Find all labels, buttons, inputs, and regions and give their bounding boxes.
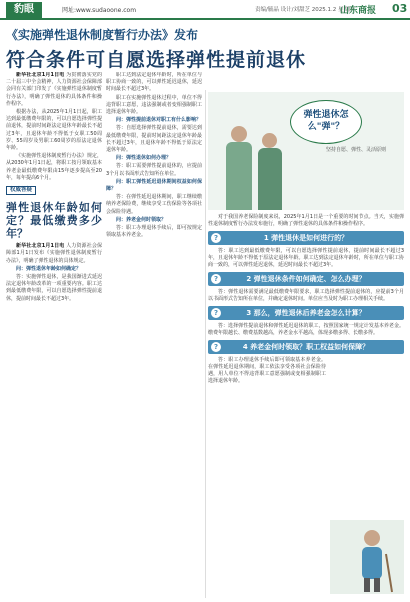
para: 答：自愿选择弹性提前退休，需要达到最低缴费年限，提前时间距法定退休年龄最长不超过3年，且退休年龄不得低于原法定退休年龄。 xyxy=(106,125,202,154)
question-icon: ? xyxy=(211,233,221,243)
editor-meta: 责编/毓晶 设计/刘甜芝 2025.1.2 星期四 xyxy=(255,7,355,13)
answer-para: 答：职工办理退休手续后即可领取基本养老金。在弹性延迟退休期间，职工依法享受各项社会保险待遇，用人单位不得违背职工意愿强制或变相强制职工选择退休年龄。 xyxy=(208,357,326,384)
question-bar xyxy=(208,306,404,320)
column-divider xyxy=(205,90,206,598)
byline: 新华社北京1月1日电 xyxy=(16,243,65,250)
page-number: 03 xyxy=(392,2,408,15)
site-url: 网址:www.sudaoone.com xyxy=(62,7,137,14)
para: 职工在实施弹性退休过程中，单位不得违背职工意愿，违法强制或者变相强制职工选择退休年龄。 xyxy=(106,94,202,116)
para: 根据办法，从2025年1月1日起，职工达到最低缴费年限的，可以自愿选择弹性提前退休，提前时间距法定退休年龄最长不超过3年，且退休年龄不得低于女职工50周岁、55周岁及男职工60周岁的原法定退休年龄。 xyxy=(6,109,102,152)
section-logo: 豹眼 xyxy=(6,2,42,18)
para: 答：实施弹性退休，是我国渐进式延迟法定退休年龄改革的一项重要内容。职工达到最低缴费年限，可以自愿选择弹性提前退休，提前时间最长不超过3年。 xyxy=(6,274,102,302)
person-figure-icon xyxy=(258,148,282,210)
para: 答：职工办理退休手续后，即可按规定领取基本养老金。 xyxy=(106,225,202,239)
headline-pre: 《实施弹性退休制度暂行办法》发布 xyxy=(6,28,199,42)
question: 问：养老金何时领取？ xyxy=(116,216,167,223)
newspaper-name: 山东商报 xyxy=(340,6,377,16)
question-text: 2 弹性退休条件如何确定、怎么办理？ xyxy=(246,275,366,283)
question: 问：弹性提前退休对职工有什么影响？ xyxy=(116,117,202,124)
para: 《实施弹性退休制度暂行办法》规定，从2030年1月1日起，将职工按月领取基本养老金最低缴费年限由15年逐步提高至20年，每年提高6个月。 xyxy=(6,153,102,181)
answer-para: 答：弹性退休需要满足最低缴费年限要求，职工选择弹性提前退休的，应提前3个月以书面形式告知所在单位，并确定退休时间。单位应当及时为职工办理相关手续。 xyxy=(208,289,404,302)
person-head-icon xyxy=(231,126,247,142)
headline xyxy=(6,26,404,72)
para: 人力资源社会保障部1月1日发布《实施弹性退休制度暂行办法》，明确了弹性退休的具体规定。 xyxy=(6,243,102,264)
answer-para: 答：选择弹性提前退休和弹性延迟退休的职工，按照国家统一规定计发基本养老金。缴费年限越长、缴费基数越高，养老金水平越高，体现多缴多得、长缴多得。 xyxy=(208,323,404,336)
para: 答：在弹性延迟退休期间，职工继续缴纳养老保险费，继续享受工伤保险等各项社会保险待遇。 xyxy=(106,194,202,215)
illustration xyxy=(208,92,404,210)
bottom-illustration xyxy=(330,520,404,594)
question-text: 3 那么，弹性退休后养老金怎么计算？ xyxy=(246,309,366,317)
para: 职工达到法定退休年龄时，所在单位与职工协商一致的，可以弹性延迟退休，延迟时间最长不超过3年。 xyxy=(106,72,202,93)
question-icon: ? xyxy=(211,342,221,352)
question: 问：弹性退休如何办理？ xyxy=(116,155,172,162)
sub-headline: 弹性退休年龄如何定？最低缴费多少年？ xyxy=(6,201,102,241)
section-tag: 权威答疑 xyxy=(6,186,36,195)
question-bar xyxy=(208,272,404,286)
byline: 新华社北京1月1日电 xyxy=(16,72,65,78)
question-text: 1 弹性退休是如何进行的？ xyxy=(263,234,349,242)
question-icon: ? xyxy=(211,308,221,318)
question: 问：职工弹性延迟退休期间权益如何保障？ xyxy=(106,178,202,193)
person-head-icon xyxy=(262,133,277,148)
intro-para: 对于我国养老保险制度来说，2025年1月1日是一个重要的时间节点。当天，实施弹性退休制度暂行办法发布施行，明确了弹性退休的具体条件和操作程序。 xyxy=(208,214,404,227)
person-figure-icon xyxy=(226,142,252,210)
para: 为贯彻落实党的二十届三中全会精神，人力资源社会保障部会同有关部门印发了《实施弹性退休制度暂行办法》，明确了弹性退休的具体条件和操作程序。 xyxy=(6,72,102,107)
para: 答：职工需要弹性提前退休的，应提前3个月以书面形式告知所在单位。 xyxy=(106,163,202,177)
elderly-person-icon xyxy=(330,520,404,594)
question: 问：弹性退休年龄如何确定？ xyxy=(16,265,82,272)
answer-para: 答：职工达到最低缴费年限，可以自愿选择弹性提前退休，提前时间最长不超过3年，且退休年龄不得低于原法定退休年龄。职工达到法定退休年龄时，所在单位与职工协商一致的，可以弹性延迟退休，延迟时间最长不超过3年。 xyxy=(208,248,404,268)
article-column-2 xyxy=(106,72,202,598)
question-text: 4 养老金何时领取？职工权益如何保障？ xyxy=(242,343,370,351)
question-bar xyxy=(208,340,404,354)
qa-column xyxy=(208,214,404,386)
speech-bubble: 弹性退休怎么"弹"？ xyxy=(290,100,362,144)
question-icon: ? xyxy=(211,274,221,284)
question-bar xyxy=(208,231,404,245)
page-header xyxy=(0,0,410,20)
headline-main: 符合条件可自愿选择弹性提前退休 xyxy=(6,49,307,71)
article-column-1 xyxy=(6,72,102,598)
illustration-caption: 坚持自愿、弹性、灵活原则 xyxy=(326,147,387,153)
